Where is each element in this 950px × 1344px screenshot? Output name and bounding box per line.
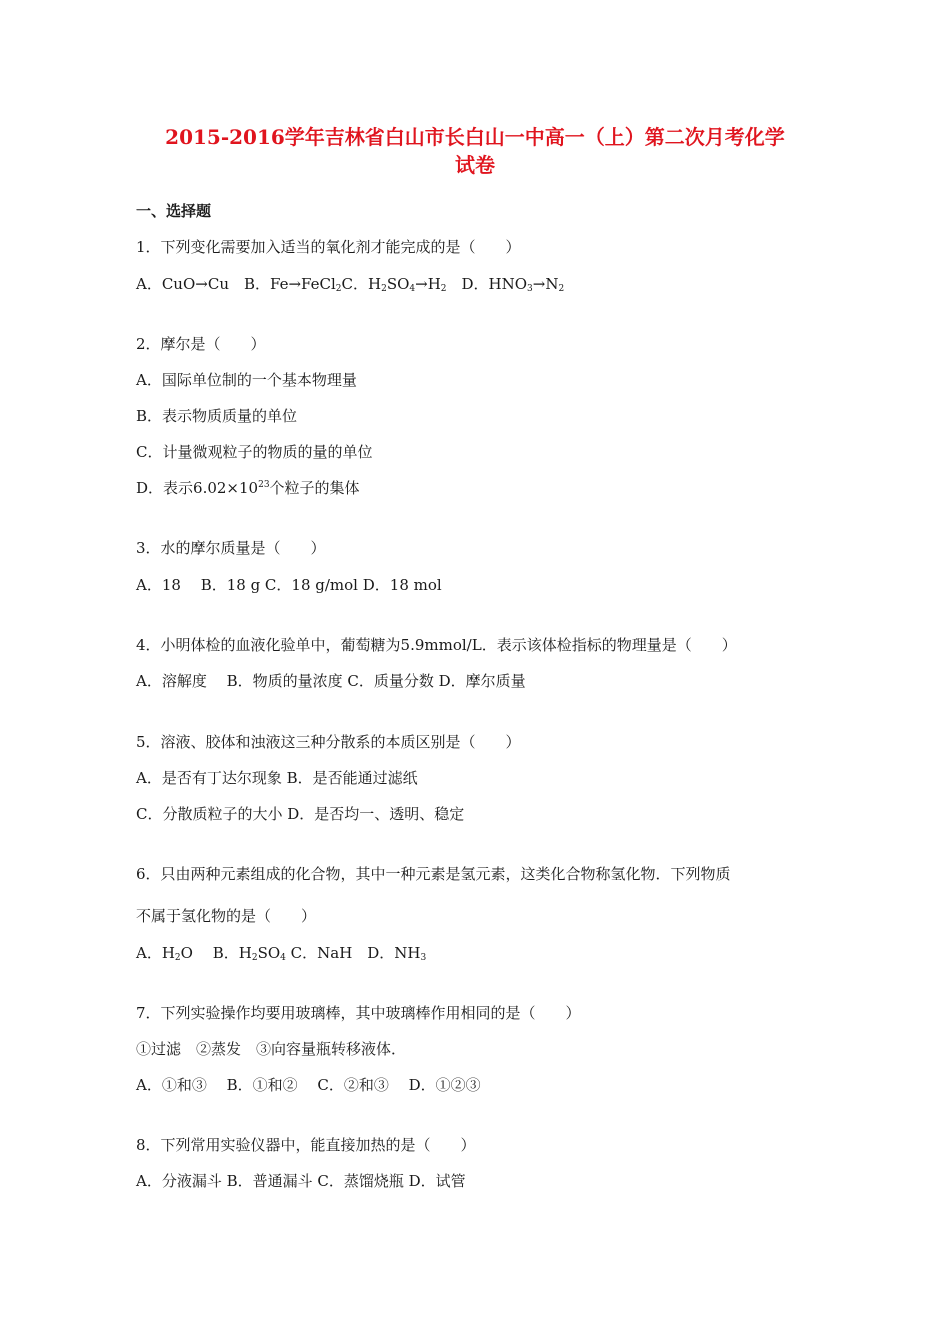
question-8-stem: 8．下列常用实验仪器中，能直接加热的是（ ） — [136, 1136, 476, 1154]
question-5-stem: 5．溶液、胶体和浊液这三种分散系的本质区别是（ ） — [136, 733, 521, 751]
exam-title-line-2: 试卷 — [455, 153, 495, 177]
question-7-options: A．①和③ B．①和② C．②和③ D．①②③ — [136, 1076, 481, 1094]
question-7-items: ①过滤 ②蒸发 ③向容量瓶转移液体． — [136, 1040, 407, 1058]
question-5-options-ab: A．是否有丁达尔现象 B．是否能通过滤纸 — [136, 769, 418, 787]
section-heading: 一、选择题 — [136, 202, 212, 220]
question-6-options: A．$H_2O$ B．$H_2SO_4$ C．NaH D．$NH_3$ — [136, 944, 427, 963]
question-2-option-c: C．计量微观粒子的物质的量的单位 — [136, 443, 373, 461]
question-2-stem: 2．摩尔是（ ） — [136, 335, 266, 353]
question-2-option-d: D．表示$6.02\times 10^{23}$个粒子的集体 — [136, 479, 360, 497]
question-6-stem-line-1: 6．只由两种元素组成的化合物，其中一种元素是氢元素，这类化合物称氢化物．下列物质 — [136, 865, 731, 883]
question-7-stem: 7．下列实验操作均要用玻璃棒，其中玻璃棒作用相同的是（ ） — [136, 1004, 581, 1022]
question-2-option-a: A．国际单位制的一个基本物理量 — [136, 371, 357, 389]
question-2-option-b: B．表示物质质量的单位 — [136, 407, 298, 425]
question-4-stem: 4．小明体检的血液化验单中，葡萄糖为5.9mmol/L．表示该体检指标的物理量是（ ） — [136, 636, 737, 654]
question-1-options: A．CuO→Cu B．Fe→FeCl$_2$C．$H_2SO_4\to H_2$ D．$HNO_3\to N_2$ — [136, 275, 565, 294]
question-8-options: A．分液漏斗 B．普通漏斗 C．蒸馏烧瓶 D．试管 — [136, 1172, 466, 1190]
question-6-stem-line-2: 不属于氢化物的是（ ） — [136, 907, 317, 925]
question-3-stem: 3．水的摩尔质量是（ ） — [136, 539, 326, 557]
question-3-options: A．18 B．18 g C．18 g/mol D．18 mol — [136, 576, 442, 594]
question-4-options: A．溶解度 B．物质的量浓度 C．质量分数 D．摩尔质量 — [136, 672, 526, 690]
question-5-options-cd: C．分散质粒子的大小 D．是否均一、透明、稳定 — [136, 805, 465, 823]
question-1-stem: 1．下列变化需要加入适当的氧化剂才能完成的是（ ） — [136, 238, 521, 256]
exam-title-line-1: 2015-2016学年吉林省白山市长白山一中高一（上）第二次月考化学 — [165, 125, 785, 149]
